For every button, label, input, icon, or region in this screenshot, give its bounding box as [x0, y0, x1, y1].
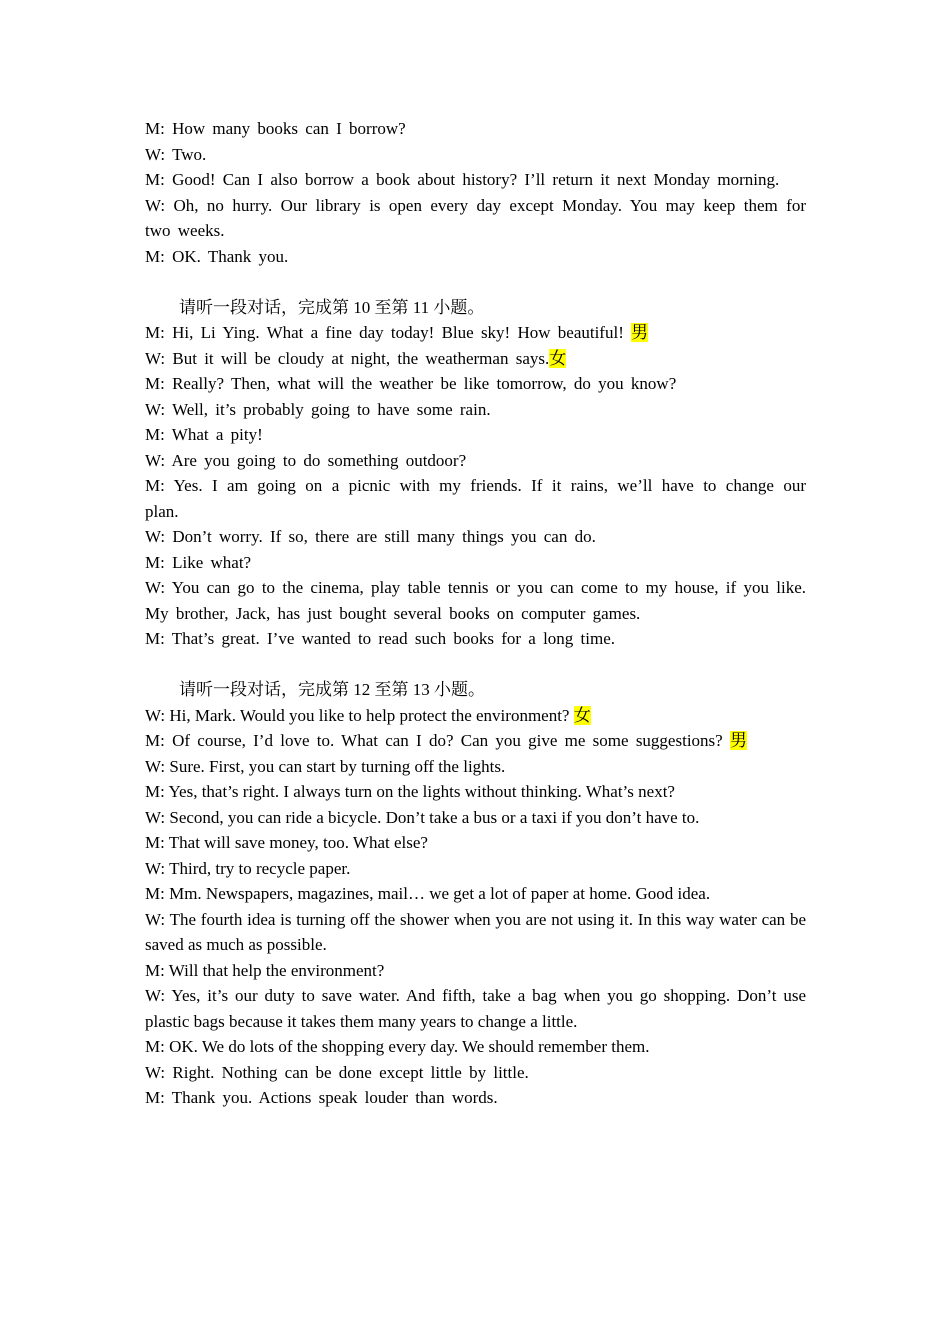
dialogue-line	[145, 320, 806, 346]
dialogue-line	[145, 728, 806, 754]
dialogue-line: M: Yes, that’s right. I always turn on the lights without thinking. What’s next?	[145, 782, 675, 801]
dialogue-line	[145, 703, 806, 729]
dialogue-line: M: How many books can I borrow?	[145, 119, 406, 138]
dialogue-line: W: Second, you can ride a bicycle. Don’t take a bus or a taxi if you don’t have to.	[145, 807, 700, 827]
dialogue-line: M: That’s great. I’ve wanted to read such books for a long time.	[145, 629, 616, 648]
dialogue-text: W: Hi, Mark. Would you like to help protect the environment?	[145, 705, 574, 725]
dialogue-line: W: You can go to the cinema, play table tennis or you can come to my house, if you like. My brother, Jack, has just bought several books on computer games.	[145, 578, 806, 623]
dialogue-line: M: Thank you. Actions speak louder than words.	[145, 1088, 498, 1107]
document-page	[145, 116, 806, 1111]
dialogue-line: W: Well, it’s probably going to have some rain.	[145, 399, 491, 419]
dialogue-line: M: Will that help the environment?	[145, 960, 385, 980]
dialogue-line	[145, 346, 806, 372]
speaker-gender-tag: 男	[729, 731, 747, 750]
dialogue-line: M: OK. We do lots of the shopping every day. We should remember them.	[145, 1037, 650, 1056]
section-heading: 请听一段对话，完成第 10 至第 11 小题。	[179, 297, 485, 317]
speaker-gender-tag: 男	[631, 323, 649, 342]
dialogue-line: W: The fourth idea is turning off the shower when you are not using it. In this way water can be saved as much as possible.	[145, 909, 806, 954]
dialogue-text: M: Of course, I’d love to. What can I do? Can you give me some suggestions?	[145, 731, 730, 750]
dialogue-line: M: Really? Then, what will the weather be like tomorrow, do you know?	[145, 374, 677, 393]
dialogue-line: W: Don’t worry. If so, there are still many things you can do.	[145, 527, 596, 546]
section-heading: 请听一段对话，完成第 12 至第 13 小题。	[179, 680, 485, 699]
dialogue-line: W: Third, try to recycle paper.	[145, 858, 351, 878]
dialogue-line: W: Yes, it’s our duty to save water. And fifth, take a bag when you go shopping. Don’t use plastic bags because it takes them many years to change a little.	[145, 986, 806, 1031]
dialogue-line: W: Sure. First, you can start by turning off the lights.	[145, 756, 506, 776]
dialogue-line: W: Oh, no hurry. Our library is open every day except Monday. You may keep them for two weeks.	[145, 195, 806, 240]
dialogue-line: M: Yes. I am going on a picnic with my friends. If it rains, we’ll have to change our plan.	[145, 476, 806, 521]
dialogue-line: W: Right. Nothing can be done except little by little.	[145, 1062, 529, 1082]
speaker-gender-tag: 女	[573, 705, 591, 725]
dialogue-text: M: Hi, Li Ying. What a fine day today! Blue sky! How beautiful!	[145, 323, 632, 342]
dialogue-line: M: Like what?	[145, 552, 252, 572]
section-spacer	[145, 652, 806, 678]
dialogue-line: M: Good! Can I also borrow a book about history? I’ll return it next Monday morning.	[145, 170, 780, 189]
dialogue-text: W: But it will be cloudy at night, the weatherman says.	[145, 348, 550, 368]
dialogue-line: W: Two.	[145, 144, 207, 164]
dialogue-line: W: Are you going to do something outdoor?	[145, 450, 467, 470]
section-spacer	[145, 269, 806, 295]
dialogue-line: M: OK. Thank you.	[145, 246, 289, 266]
speaker-gender-tag: 女	[549, 348, 567, 368]
dialogue-line: M: Mm. Newspapers, magazines, mail… we get a lot of paper at home. Good idea.	[145, 884, 711, 903]
dialogue-line: M: That will save money, too. What else?	[145, 833, 428, 852]
dialogue-line: M: What a pity!	[145, 425, 263, 444]
